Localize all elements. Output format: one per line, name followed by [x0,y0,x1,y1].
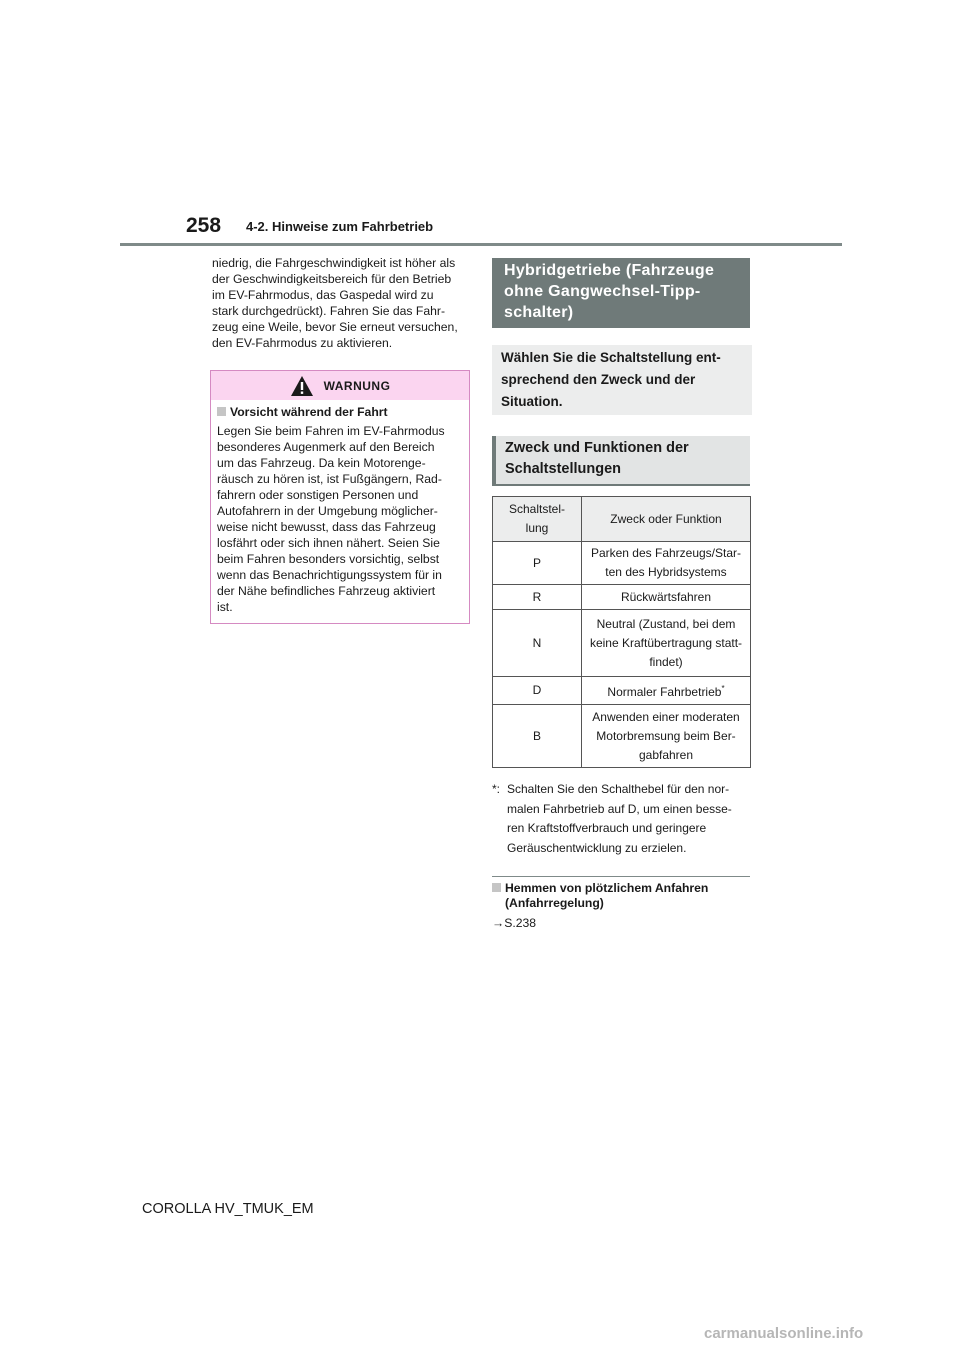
shift-position-table [492,496,751,768]
warning-line: Autofahrern in der Umgebung möglicher- [217,504,438,518]
table-row [493,585,751,610]
page-reference-link[interactable]: →S.238 [492,916,537,930]
model-code: COROLLA HV_TMUK_EM [142,1201,314,1217]
warning-triangle-icon [290,375,314,397]
intro-line: im EV-Fahrmodus, das Gaspedal wird zu [212,288,434,302]
warning-line: besonderes Augenmerk auf den Bereich [217,440,435,454]
table-row [493,677,751,705]
topic-divider [492,876,750,877]
footnote-line: malen Fahrbetrieb auf D, um einen besse- [507,801,732,816]
footnote-marker: *: [492,782,501,796]
warning-line: um das Fahrzeug. Da kein Motorenge- [217,456,426,470]
intro-line: der Geschwindigkeitsbereich für den Betrieb [212,272,452,286]
footnote-line: Schalten Sie den Schalthebel für den nor- [507,782,730,796]
warning-line: fahrern oder sonstigen Personen und [217,488,419,502]
heading-line: schalter) [504,304,574,321]
intro-line: zeug eine Weile, bevor Sie erneut versuchen, [212,320,458,334]
intro-line: niedrig, die Fahrgeschwindigkeit ist höher als [212,256,456,270]
subheading-line: Schaltstellungen [505,461,622,477]
warning-line: weise nicht bewusst, dass das Fahrzeug [217,520,436,534]
function-cell: Normaler Fahrbetrieb* [582,677,751,705]
warning-header [211,371,469,400]
warning-heading-text: Vorsicht während der Fahrt [230,405,388,419]
function-cell: Rückwärtsfahren [582,585,751,610]
table-row [493,542,751,585]
warning-line: wenn das Benachrichtigungssystem für in [217,568,442,582]
hybrid-section-heading [492,258,750,328]
footnote-line: ren Kraftstoffverbrauch und geringere [507,821,707,835]
header-purpose: Zweck oder Funktion [582,497,751,542]
heading-line: ohne Gangwechsel-Tipp- [504,283,701,300]
subheading-line: Zweck und Funktionen der [505,440,689,456]
warning-line: losfährt oder sich ihnen nähert. Seien Sie [217,536,440,550]
page-number: 258 [186,214,222,237]
heading-line: Hybridgetriebe (Fahrzeuge [504,262,715,279]
shift-position-cell: P [493,542,582,585]
header-shift-position: Schaltstel- lung [493,497,582,542]
square-bullet-icon [492,883,501,892]
intro-paragraph [212,255,470,351]
warning-body [211,400,469,615]
warning-line: ist. [217,600,233,614]
intro-box-line: Wählen Sie die Schaltstellung ent- [501,350,721,365]
warning-heading [217,404,461,420]
intro-box-line: Situation. [501,394,563,409]
function-cell: Anwenden einer moderaten Motorbremsung beim Ber- gabfahren [582,705,751,768]
warning-label: WARNUNG [323,378,391,393]
shift-position-cell: N [493,610,582,677]
intro-line: stark durchgedrückt). Fahren Sie das Fahr- [212,304,446,318]
function-cell: Neutral (Zustand, bei dem keine Kraftübertragung statt- findet) [582,610,751,677]
table-header-row [493,497,751,542]
function-cell: Parken des Fahrzeugs/Star- ten des Hybridsystems [582,542,751,585]
shift-position-cell: D [493,677,582,705]
hybrid-intro-box [492,345,752,415]
warning-line: räusch zu hören ist, ist Fußgängern, Rad- [217,472,442,486]
intro-line: den EV-Fahrmodus zu aktivieren. [212,336,393,350]
topic-heading [492,881,752,911]
shift-position-cell: R [493,585,582,610]
header-rule [120,243,842,246]
section-title: 4-2. Hinweise zum Fahrbetrieb [246,219,434,234]
warning-line: der Nähe befindliches Fahrzeug aktiviert [217,584,436,598]
topic-line: (Anfahrregelung) [505,896,604,910]
table-row [493,610,751,677]
warning-box [210,370,470,624]
shift-position-cell: B [493,705,582,768]
intro-box-line: sprechend den Zweck und der [501,372,696,387]
table-footnote [492,780,752,858]
watermark: carmanualsonline.info [704,1325,864,1342]
footnote-mark: * [721,684,725,693]
footnote-line: Geräuschentwicklung zu erzielen. [507,840,687,855]
table-row [493,705,751,768]
square-bullet-icon [217,407,226,416]
functions-subheading [492,436,750,486]
topic-line: Hemmen von plötzlichem Anfahren [505,881,709,895]
warning-line: beim Fahren besonders vorsichtig, selbst [217,552,440,566]
warning-line: Legen Sie beim Fahren im EV-Fahrmodus [217,424,445,438]
